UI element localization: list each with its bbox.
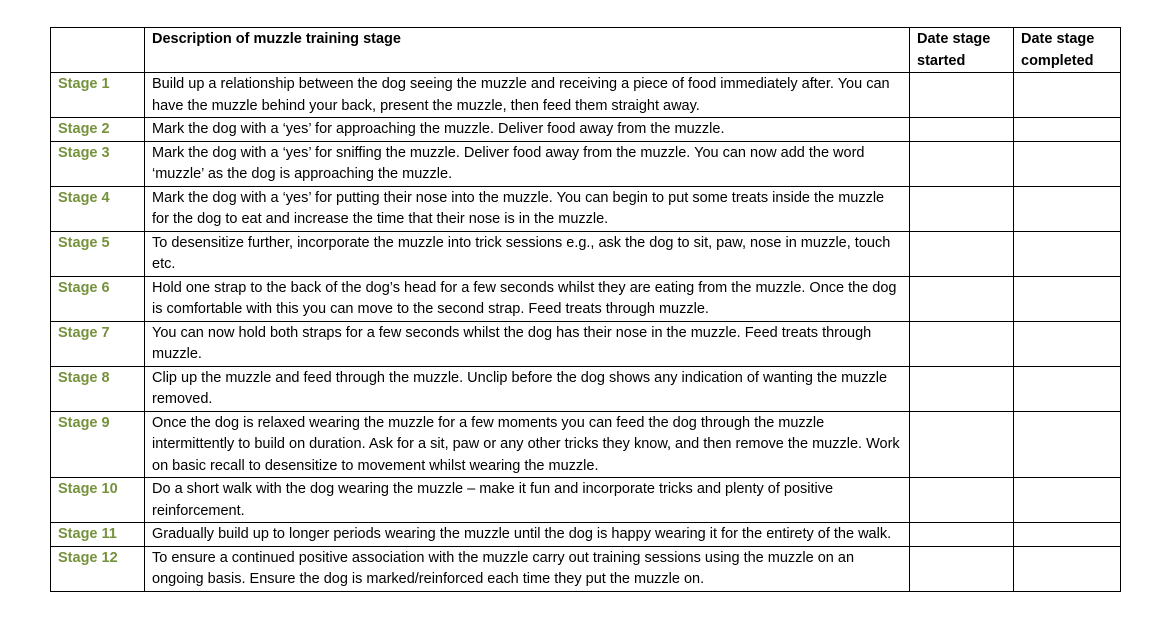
date-completed-cell[interactable] bbox=[1014, 73, 1121, 118]
stage-description: To ensure a continued positive association with the muzzle carry out training sessions using the muzzle on an ongoing basis. Ensure the dog is marked/reinforced each time they put the muzzle on. bbox=[145, 546, 910, 591]
stage-label: Stage 10 bbox=[51, 478, 145, 523]
header-date-completed: Date stage completed bbox=[1014, 28, 1121, 73]
table-row bbox=[51, 118, 1121, 142]
date-started-cell[interactable] bbox=[910, 73, 1014, 118]
muzzle-training-table bbox=[50, 27, 1121, 592]
date-started-cell[interactable] bbox=[910, 366, 1014, 411]
header-stage bbox=[51, 28, 145, 73]
date-started-cell[interactable] bbox=[910, 321, 1014, 366]
stage-description: Mark the dog with a ‘yes’ for sniffing the muzzle. Deliver food away from the muzzle. You can now add the word ‘muzzle’ as the dog is approaching the muzzle. bbox=[145, 141, 910, 186]
stage-label: Stage 2 bbox=[51, 118, 145, 142]
date-completed-cell[interactable] bbox=[1014, 546, 1121, 591]
date-started-cell[interactable] bbox=[910, 523, 1014, 547]
date-started-cell[interactable] bbox=[910, 546, 1014, 591]
stage-label: Stage 9 bbox=[51, 411, 145, 478]
stage-label: Stage 12 bbox=[51, 546, 145, 591]
date-started-cell[interactable] bbox=[910, 141, 1014, 186]
date-completed-cell[interactable] bbox=[1014, 366, 1121, 411]
stage-label: Stage 7 bbox=[51, 321, 145, 366]
date-completed-cell[interactable] bbox=[1014, 276, 1121, 321]
table-row bbox=[51, 141, 1121, 186]
date-completed-cell[interactable] bbox=[1014, 141, 1121, 186]
date-started-cell[interactable] bbox=[910, 231, 1014, 276]
stage-description: Once the dog is relaxed wearing the muzzle for a few moments you can feed the dog through the muzzle intermittently to build on duration. Ask for a sit, paw or any other tricks they know, and then remove the muzzle. Work on basic recall to desensitize to movement whilst wearing the muzzle. bbox=[145, 411, 910, 478]
date-completed-cell[interactable] bbox=[1014, 478, 1121, 523]
stage-description: Gradually build up to longer periods wearing the muzzle until the dog is happy wearing it for the entirety of the walk. bbox=[145, 523, 910, 547]
date-completed-cell[interactable] bbox=[1014, 231, 1121, 276]
header-description: Description of muzzle training stage bbox=[145, 28, 910, 73]
header-date-started: Date stage started bbox=[910, 28, 1014, 73]
stage-description: Build up a relationship between the dog seeing the muzzle and receiving a piece of food immediately after. You can have the muzzle behind your back, present the muzzle, then feed them straight away. bbox=[145, 73, 910, 118]
table-row bbox=[51, 186, 1121, 231]
stage-description: Hold one strap to the back of the dog’s head for a few seconds whilst they are eating from the muzzle. Once the dog is comfortable with this you can move to the second strap. Feed treats through muzzle. bbox=[145, 276, 910, 321]
date-completed-cell[interactable] bbox=[1014, 321, 1121, 366]
stage-description: Mark the dog with a ‘yes’ for approaching the muzzle. Deliver food away from the muzzle. bbox=[145, 118, 910, 142]
stage-description: You can now hold both straps for a few seconds whilst the dog has their nose in the muzzle. Feed treats through muzzle. bbox=[145, 321, 910, 366]
stage-label: Stage 3 bbox=[51, 141, 145, 186]
stage-label: Stage 5 bbox=[51, 231, 145, 276]
date-completed-cell[interactable] bbox=[1014, 411, 1121, 478]
table-row bbox=[51, 478, 1121, 523]
table-row bbox=[51, 546, 1121, 591]
stage-description: Clip up the muzzle and feed through the muzzle. Unclip before the dog shows any indication of wanting the muzzle removed. bbox=[145, 366, 910, 411]
date-started-cell[interactable] bbox=[910, 186, 1014, 231]
table-row bbox=[51, 276, 1121, 321]
table-row bbox=[51, 411, 1121, 478]
stage-label: Stage 8 bbox=[51, 366, 145, 411]
date-completed-cell[interactable] bbox=[1014, 118, 1121, 142]
table-row bbox=[51, 73, 1121, 118]
table-row bbox=[51, 321, 1121, 366]
stage-label: Stage 6 bbox=[51, 276, 145, 321]
date-started-cell[interactable] bbox=[910, 276, 1014, 321]
stage-description: Do a short walk with the dog wearing the muzzle – make it fun and incorporate tricks and plenty of positive reinforcement. bbox=[145, 478, 910, 523]
stage-description: Mark the dog with a ‘yes’ for putting their nose into the muzzle. You can begin to put some treats inside the muzzle for the dog to eat and increase the time that their nose is in the muzzle. bbox=[145, 186, 910, 231]
date-completed-cell[interactable] bbox=[1014, 523, 1121, 547]
stage-label: Stage 1 bbox=[51, 73, 145, 118]
date-completed-cell[interactable] bbox=[1014, 186, 1121, 231]
table-row bbox=[51, 231, 1121, 276]
stage-description: To desensitize further, incorporate the muzzle into trick sessions e.g., ask the dog to sit, paw, nose in muzzle, touch etc. bbox=[145, 231, 910, 276]
date-started-cell[interactable] bbox=[910, 118, 1014, 142]
date-started-cell[interactable] bbox=[910, 411, 1014, 478]
table-row bbox=[51, 523, 1121, 547]
stage-label: Stage 4 bbox=[51, 186, 145, 231]
stage-label: Stage 11 bbox=[51, 523, 145, 547]
date-started-cell[interactable] bbox=[910, 478, 1014, 523]
table-row bbox=[51, 366, 1121, 411]
header-row bbox=[51, 28, 1121, 73]
